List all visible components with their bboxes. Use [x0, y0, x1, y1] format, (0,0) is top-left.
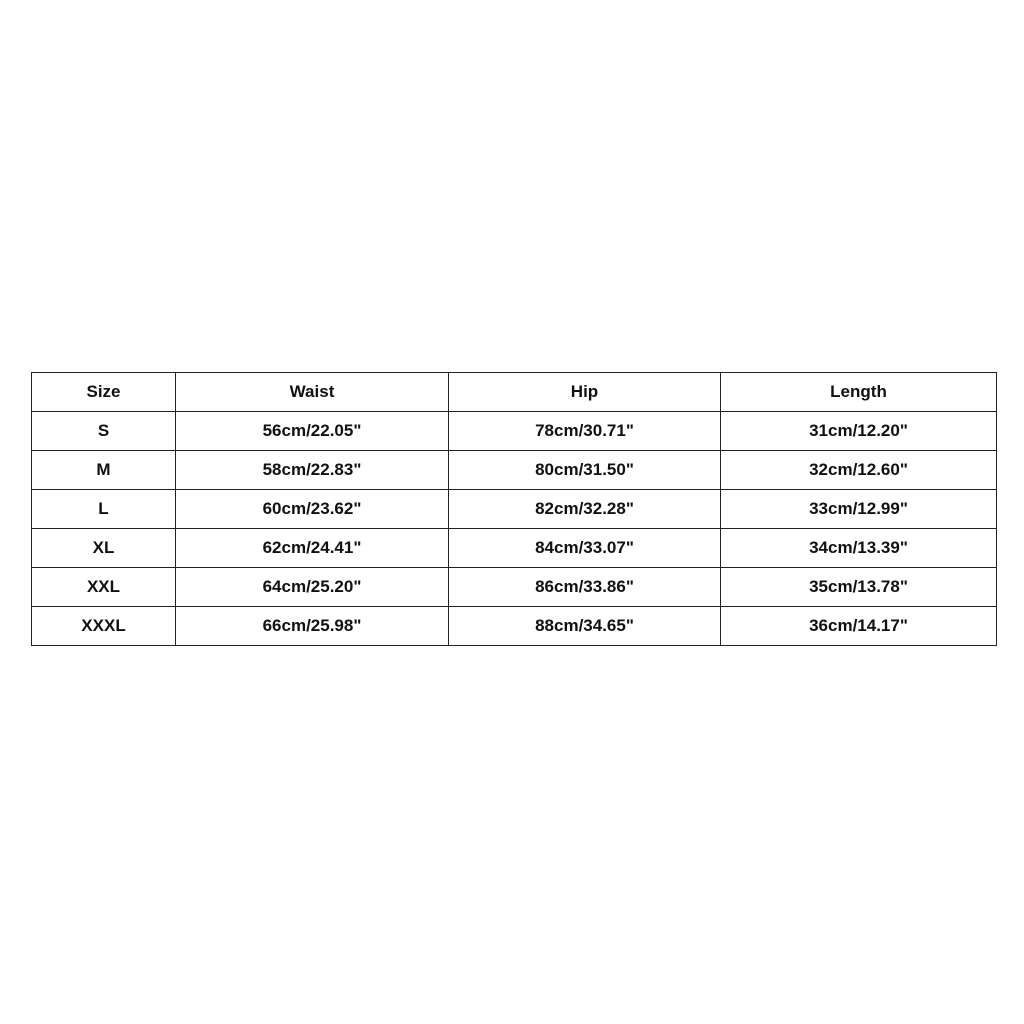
hip-cell: 86cm/33.86" [449, 568, 721, 607]
length-cell: 31cm/12.20" [721, 412, 997, 451]
size-cell: L [32, 490, 176, 529]
waist-cell: 56cm/22.05" [176, 412, 449, 451]
table-row [32, 529, 997, 568]
table-header-row [32, 373, 997, 412]
table-row [32, 490, 997, 529]
size-chart-table [31, 372, 997, 646]
length-cell: 34cm/13.39" [721, 529, 997, 568]
header-hip: Hip [449, 373, 721, 412]
size-cell: XXXL [32, 607, 176, 646]
hip-cell: 82cm/32.28" [449, 490, 721, 529]
waist-cell: 60cm/23.62" [176, 490, 449, 529]
table-row [32, 568, 997, 607]
header-length: Length [721, 373, 997, 412]
header-size: Size [32, 373, 176, 412]
size-cell: XL [32, 529, 176, 568]
waist-cell: 62cm/24.41" [176, 529, 449, 568]
hip-cell: 88cm/34.65" [449, 607, 721, 646]
length-cell: 36cm/14.17" [721, 607, 997, 646]
size-cell: S [32, 412, 176, 451]
hip-cell: 84cm/33.07" [449, 529, 721, 568]
hip-cell: 78cm/30.71" [449, 412, 721, 451]
size-cell: XXL [32, 568, 176, 607]
length-cell: 35cm/13.78" [721, 568, 997, 607]
size-cell: M [32, 451, 176, 490]
length-cell: 32cm/12.60" [721, 451, 997, 490]
table-row [32, 607, 997, 646]
header-waist: Waist [176, 373, 449, 412]
waist-cell: 66cm/25.98" [176, 607, 449, 646]
waist-cell: 64cm/25.20" [176, 568, 449, 607]
length-cell: 33cm/12.99" [721, 490, 997, 529]
table-row [32, 451, 997, 490]
waist-cell: 58cm/22.83" [176, 451, 449, 490]
table-row [32, 412, 997, 451]
hip-cell: 80cm/31.50" [449, 451, 721, 490]
